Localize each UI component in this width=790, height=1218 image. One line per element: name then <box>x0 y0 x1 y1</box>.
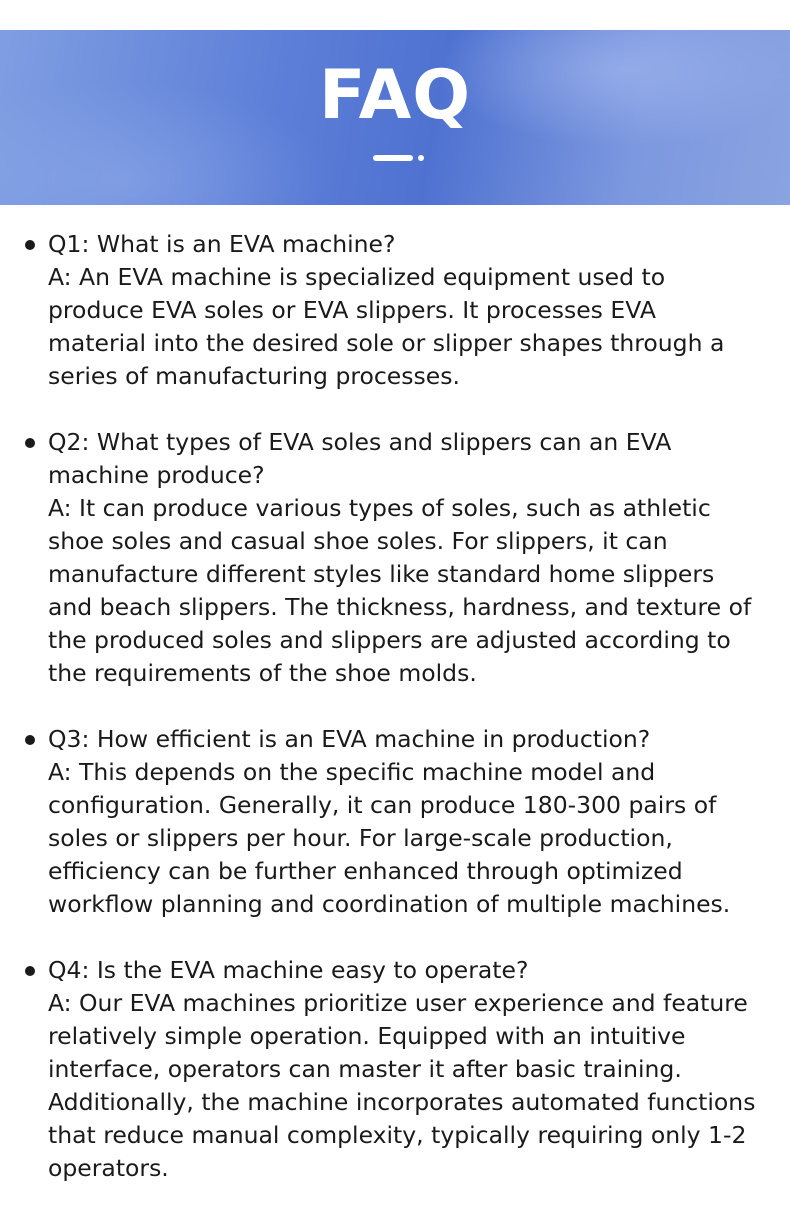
faq-item-1 <box>0 228 790 393</box>
faq-question: Q4: Is the EVA machine easy to operate? <box>48 956 529 984</box>
faq-question: Q3: How efficient is an EVA machine in production? <box>48 725 651 753</box>
faq-item-4 <box>0 954 790 1185</box>
faq-answer: A: This depends on the specific machine model and configuration. Generally, it can produce 180-300 pairs of soles or slippers per hour. For large-scale production, efficiency can be further enhanced through optimized workflow planning and coordination of multiple machines. <box>48 758 731 918</box>
faq-list <box>0 228 790 1218</box>
faq-item-2 <box>0 426 790 690</box>
bullet-icon <box>25 966 35 976</box>
faq-answer: A: Our EVA machines prioritize user experience and feature relatively simple operation. Equipped with an intuitive interface, operators can master it after basic training. Additionally, the machine incorporates automated functions that reduce manual complexity, typically requiring only 1-2 operators. <box>48 989 756 1182</box>
bullet-icon <box>25 735 35 745</box>
page-title: FAQ <box>318 56 472 135</box>
bullet-icon <box>25 438 35 448</box>
faq-item-3 <box>0 723 790 921</box>
faq-question: Q2: What types of EVA soles and slippers can an EVA machine produce? <box>48 428 672 489</box>
faq-question: Q1: What is an EVA machine? <box>48 230 396 258</box>
title-underline-decoration <box>373 155 413 161</box>
title-dot-decoration <box>418 155 424 161</box>
faq-answer: A: An EVA machine is specialized equipment used to produce EVA soles or EVA slippers. It processes EVA material into the desired sole or slipper shapes through a series of manufacturing processes. <box>48 263 725 390</box>
faq-banner <box>0 30 790 205</box>
faq-answer: A: It can produce various types of soles, such as athletic shoe soles and casual shoe soles. For slippers, it can manufacture different styles like standard home slippers and beach slippers. The thickness, hardness, and texture of the produced soles and slippers are adjusted according to the requirements of the shoe molds. <box>48 494 752 687</box>
bullet-icon <box>25 240 35 250</box>
